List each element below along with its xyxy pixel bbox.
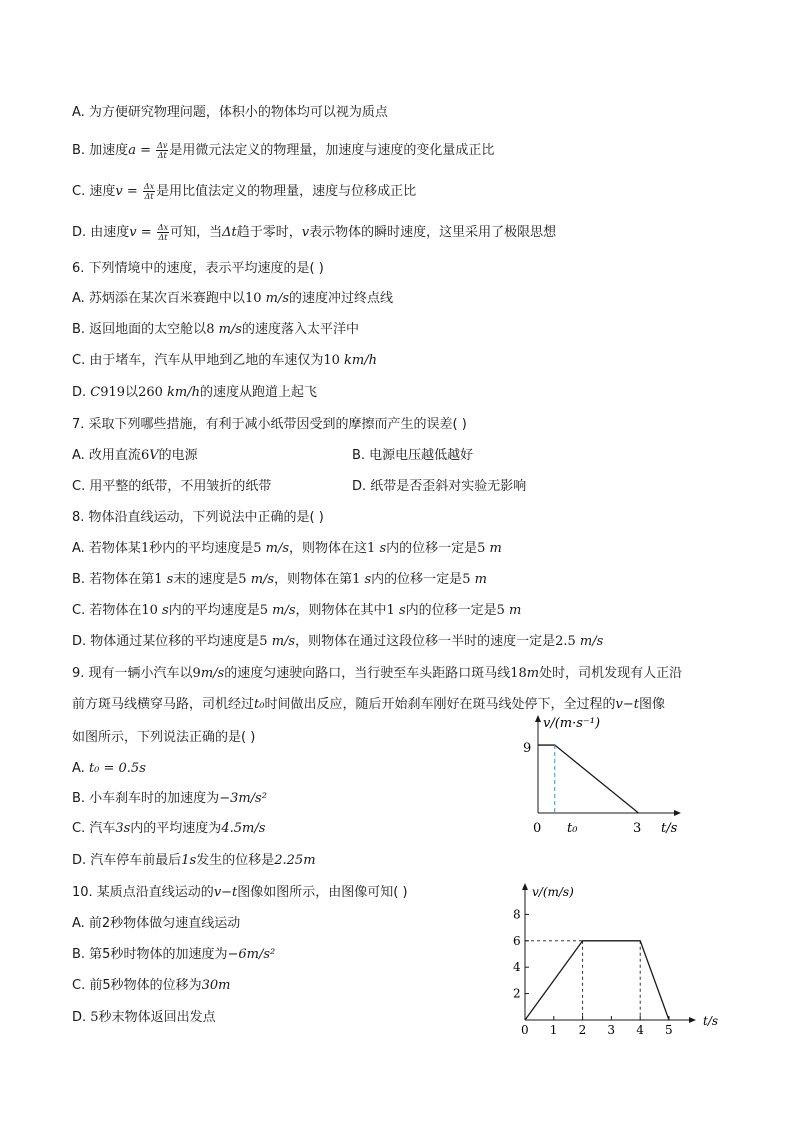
fraction: $\frac{\Delta x}{\Delta t}$ xyxy=(157,223,169,242)
y-axis-label: v/(m·s⁻¹) xyxy=(543,716,601,731)
x-tick-label-1: 1 xyxy=(549,1023,558,1037)
q7-stem: 7. 采取下列哪些措施，有利于减小纸带因受到的摩擦而产生的误差( ) xyxy=(72,417,467,432)
q9-option-b[interactable]: B. 小车刹车时的加速度为−3m/s² xyxy=(72,791,267,806)
y-tick-9: 9 xyxy=(523,741,532,756)
q8-option-c[interactable]: C. 若物体在10 s内的平均速度是5 m/s，则物体在其中1 s内的位移一定是5 m xyxy=(72,603,522,618)
y-tick-label-4: 4 xyxy=(513,960,521,975)
q9-option-c[interactable]: C. 汽车3s内的平均速度为4.5m/s xyxy=(72,821,266,836)
q10-option-b[interactable]: B. 第5秒时物体的加速度为−6m/s² xyxy=(72,947,276,962)
q9-option-a[interactable]: A. t₀ = 0.5s xyxy=(72,761,146,776)
q8-option-d[interactable]: D. 物体通过某位移的平均速度是5 m/s，则物体在通过这段位移一半时的速度一定是2.5 m/s xyxy=(72,634,604,649)
q8-stem: 8. 物体沿直线运动，下列说法中正确的是( ) xyxy=(72,510,324,525)
x-tick-label-5: 5 xyxy=(665,1023,673,1037)
q10-stem: 10. 某质点沿直线运动的v−t图像如图所示，由图像可知( ) xyxy=(72,885,408,900)
y-tick-label-6: 6 xyxy=(513,933,521,948)
x-tick-t0: t₀ xyxy=(567,821,578,836)
q5-option-d[interactable]: D. 由速度v = $\frac{\Delta x}{\Delta t}$ 可知，当Δt趋于零时，v表示物体的瞬时速度，这里采用了极限思想 xyxy=(72,223,557,242)
q6-option-c[interactable]: C. 由于堵车，汽车从甲地到乙地的车速仅为10 km/h xyxy=(72,353,377,368)
x-tick-label-4: 4 xyxy=(636,1023,644,1037)
velocity-line xyxy=(525,941,669,1020)
fraction: $\frac{\Delta v}{\Delta t}$ xyxy=(157,141,168,160)
q7-option-c[interactable]: C. 用平整的纸带，不用皱折的纸带 xyxy=(72,479,272,494)
x-tick-label-2: 2 xyxy=(578,1023,587,1037)
q6-option-a[interactable]: A. 苏炳添在某次百米赛跑中以10 m/s的速度冲过终点线 xyxy=(72,291,394,306)
q9-option-d[interactable]: D. 汽车停车前最后1s发生的位移是2.25m xyxy=(72,853,316,868)
q7-option-b[interactable]: B. 电源电压越低越好 xyxy=(352,448,474,463)
y-tick-label-8: 8 xyxy=(513,907,521,922)
q9-vt-graph xyxy=(515,710,695,840)
q5-option-c[interactable]: C. 速度v = $\frac{\Delta x}{\Delta t}$ 是用比值法定义的物理量，速度与位移成正比 xyxy=(72,182,417,201)
q6-stem: 6. 下列情境中的速度，表示平均速度的是( ) xyxy=(72,261,324,276)
origin-label: 0 xyxy=(533,821,542,836)
x-tick-label-0: 0 xyxy=(521,1023,529,1037)
x-axis-label: t/s xyxy=(703,1014,719,1028)
q10-option-c[interactable]: C. 前5秒物体的位移为30m xyxy=(72,978,231,993)
y-tick-label-2: 2 xyxy=(513,986,521,1001)
q10-vt-graph xyxy=(500,878,730,1038)
fraction: $\frac{\Delta x}{\Delta t}$ xyxy=(143,182,155,201)
q9-stem-line-2: 前方斑马线横穿马路，司机经过t₀时间做出反应，随后开始刹车刚好在斑马线处停下，全过程的v−t图像 xyxy=(72,697,665,712)
q5-option-a[interactable]: A. 为方便研究物理问题，体积小的物体均可以视为质点 xyxy=(72,105,388,120)
q6-option-b[interactable]: B. 返回地面的太空舱以8 m/s的速度落入太平洋中 xyxy=(72,322,359,337)
q6-option-d[interactable]: D. C919以260 km/h的速度从跑道上起飞 xyxy=(72,385,318,400)
y-axis-label: v/(m/s) xyxy=(532,885,574,899)
q7-row-1 xyxy=(72,447,198,465)
q7-option-a[interactable]: A. 改用直流6V的电源 xyxy=(72,448,198,463)
q10-option-d[interactable]: D. 5秒末物体返回出发点 xyxy=(72,1010,216,1025)
x-axis-label: t/s xyxy=(661,821,678,836)
q7-option-d[interactable]: D. 纸带是否歪斜对实验无影响 xyxy=(352,479,527,494)
x-tick-label-3: 3 xyxy=(607,1023,616,1037)
q10-option-a[interactable]: A. 前2秒物体做匀速直线运动 xyxy=(72,916,241,931)
q8-option-a[interactable]: A. 若物体某1秒内的平均速度是5 m/s，则物体在这1 s内的位移一定是5 m xyxy=(72,541,502,556)
q8-option-b[interactable]: B. 若物体在第1 s末的速度是5 m/s，则物体在第1 s内的位移一定是5 m xyxy=(72,572,487,587)
velocity-line xyxy=(538,745,639,813)
q5-option-b[interactable]: B. 加速度a = $\frac{\Delta v}{\Delta t}$ 是用微元法定义的物理量，加速度与速度的变化量成正比 xyxy=(72,141,495,160)
q9-stem-line-3: 如图所示，下列说法正确的是( ) xyxy=(72,730,256,745)
x-tick-3: 3 xyxy=(633,821,642,836)
q9-stem-line-1: 9. 现有一辆小汽车以9m/s的速度匀速驶向路口，当行驶至车头距路口斑马线18m处时，司机发现有人正沿 xyxy=(72,666,683,681)
